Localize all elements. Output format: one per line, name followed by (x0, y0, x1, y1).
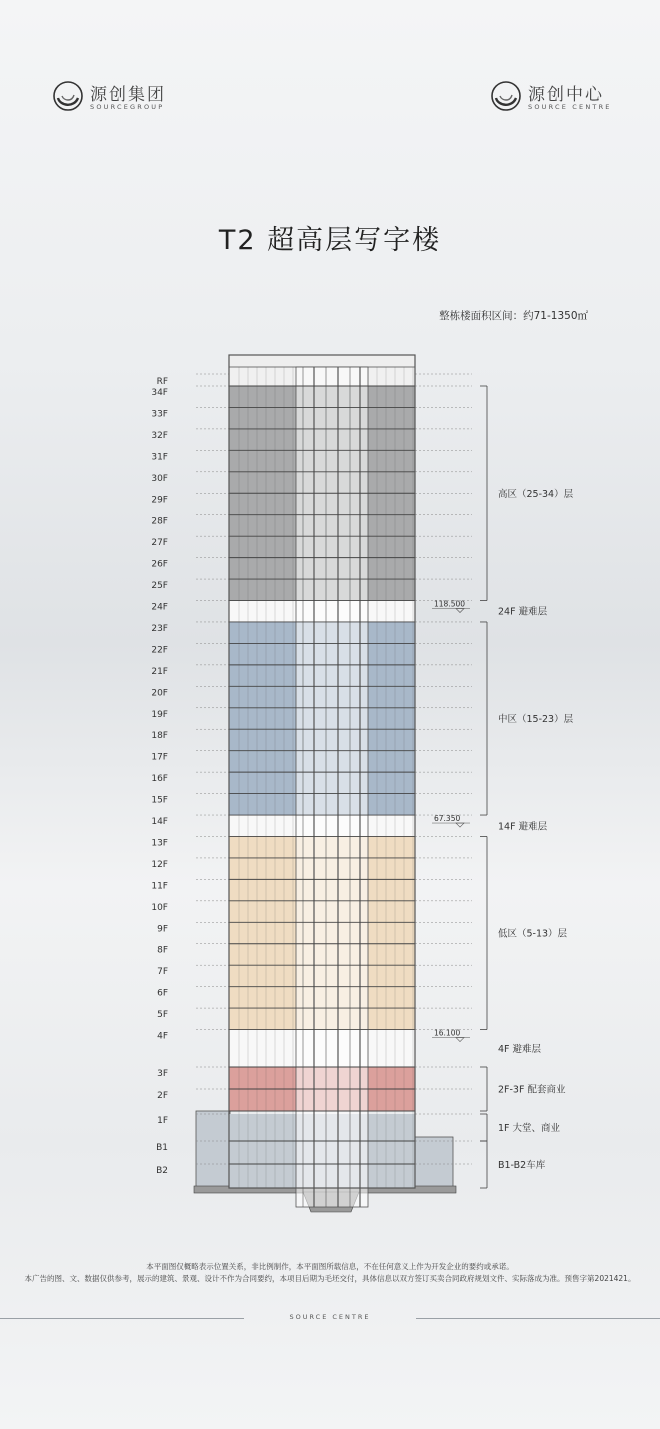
zone-label: 高区（25-34）层 (498, 488, 574, 500)
page-title: T2 超高层写字楼 (218, 225, 442, 256)
logo-name: 源创集团 (90, 85, 166, 105)
floor-label: 5F (157, 1010, 168, 1021)
disclaimer-line-2: 本广告的图、文、数据仅供参考，展示的建筑、景观、设计不作为合同要约，本项目后期为毛坯交付，具体信息以双方签订买卖合同政府规划文件、实际落成为准。预售字第2021421。 (24, 1274, 636, 1283)
floor-label: 21F (151, 666, 168, 677)
floor-label: 31F (151, 452, 168, 463)
elevation-value: 16.100 (434, 1028, 461, 1038)
floor-label: 10F (151, 902, 168, 913)
podium-left-wing (196, 1111, 230, 1188)
floor-label: 28F (151, 516, 168, 527)
logo-name: 源创中心 (528, 85, 604, 105)
floor-label: 8F (157, 945, 168, 956)
floor-label: 24F (151, 602, 168, 613)
floor-label: 27F (151, 538, 168, 549)
zone-label: 14F 避难层 (498, 821, 548, 833)
floor-label: 1F (157, 1116, 168, 1126)
floor-label: 20F (151, 688, 168, 699)
floor-label: B2 (156, 1166, 168, 1176)
floor-label: RF (156, 377, 168, 387)
floor-label: 2F (157, 1091, 168, 1101)
floor-label: 33F (151, 409, 168, 420)
elevation-marker-icon (456, 823, 464, 827)
logo-subtitle: SOURCEGROUP (90, 103, 165, 111)
floor-label: 13F (151, 838, 168, 849)
zone-label: 4F 避难层 (498, 1043, 542, 1055)
floor-label: 4F (157, 1031, 168, 1042)
floor-label: 11F (151, 881, 168, 892)
zone-label: 低区（5-13）层 (498, 928, 568, 940)
zone-label: 1F 大堂、商业 (498, 1123, 561, 1134)
floor-label: 32F (151, 430, 168, 441)
elevation-marker-icon (456, 1038, 464, 1042)
elevation-value: 118.500 (434, 599, 466, 609)
floor-label: 29F (151, 495, 168, 506)
floor-label: 34F (151, 388, 168, 398)
roof-parapet (229, 355, 415, 367)
elevation-marker-icon (456, 609, 464, 613)
disclaimer-line-1: 本平面图仅概略表示位置关系，非比例制作，本平面图所载信息，不在任何意义上作为开发企业的要约或承诺。 (146, 1262, 514, 1271)
floor-label: 26F (151, 559, 168, 570)
floor-label: 15F (151, 795, 168, 806)
floor-label: 30F (151, 473, 168, 484)
floor-label: B1 (156, 1143, 168, 1153)
zone-label: 2F-3F 配套商业 (498, 1084, 566, 1096)
floor-label: 18F (151, 731, 168, 742)
floor-label: 22F (151, 645, 168, 656)
floor-label: 7F (157, 967, 168, 978)
footer-brand: SOURCE CENTRE (289, 1313, 371, 1321)
logo-subtitle: SOURCE CENTRE (528, 103, 612, 111)
floor-label: 17F (151, 752, 168, 763)
floor-label: 3F (157, 1069, 168, 1079)
floor-label: 9F (157, 924, 168, 935)
floor-label: 25F (151, 581, 168, 592)
zone-label: B1-B2车库 (498, 1160, 546, 1171)
podium-right-wing (415, 1137, 453, 1188)
area-note: 整栋楼面积区间：约71-1350㎡ (439, 310, 588, 322)
floor-label: 19F (151, 709, 168, 720)
zone-label: 中区（15-23）层 (498, 714, 574, 725)
floor-label: 23F (151, 623, 168, 634)
floor-label: 6F (157, 988, 168, 999)
floor-label: 12F (151, 859, 168, 870)
floor-label: 14F (151, 817, 168, 828)
elevation-value: 67.350 (434, 814, 461, 824)
zone-label: 24F 避难层 (498, 606, 548, 618)
floor-label: 16F (151, 774, 168, 785)
